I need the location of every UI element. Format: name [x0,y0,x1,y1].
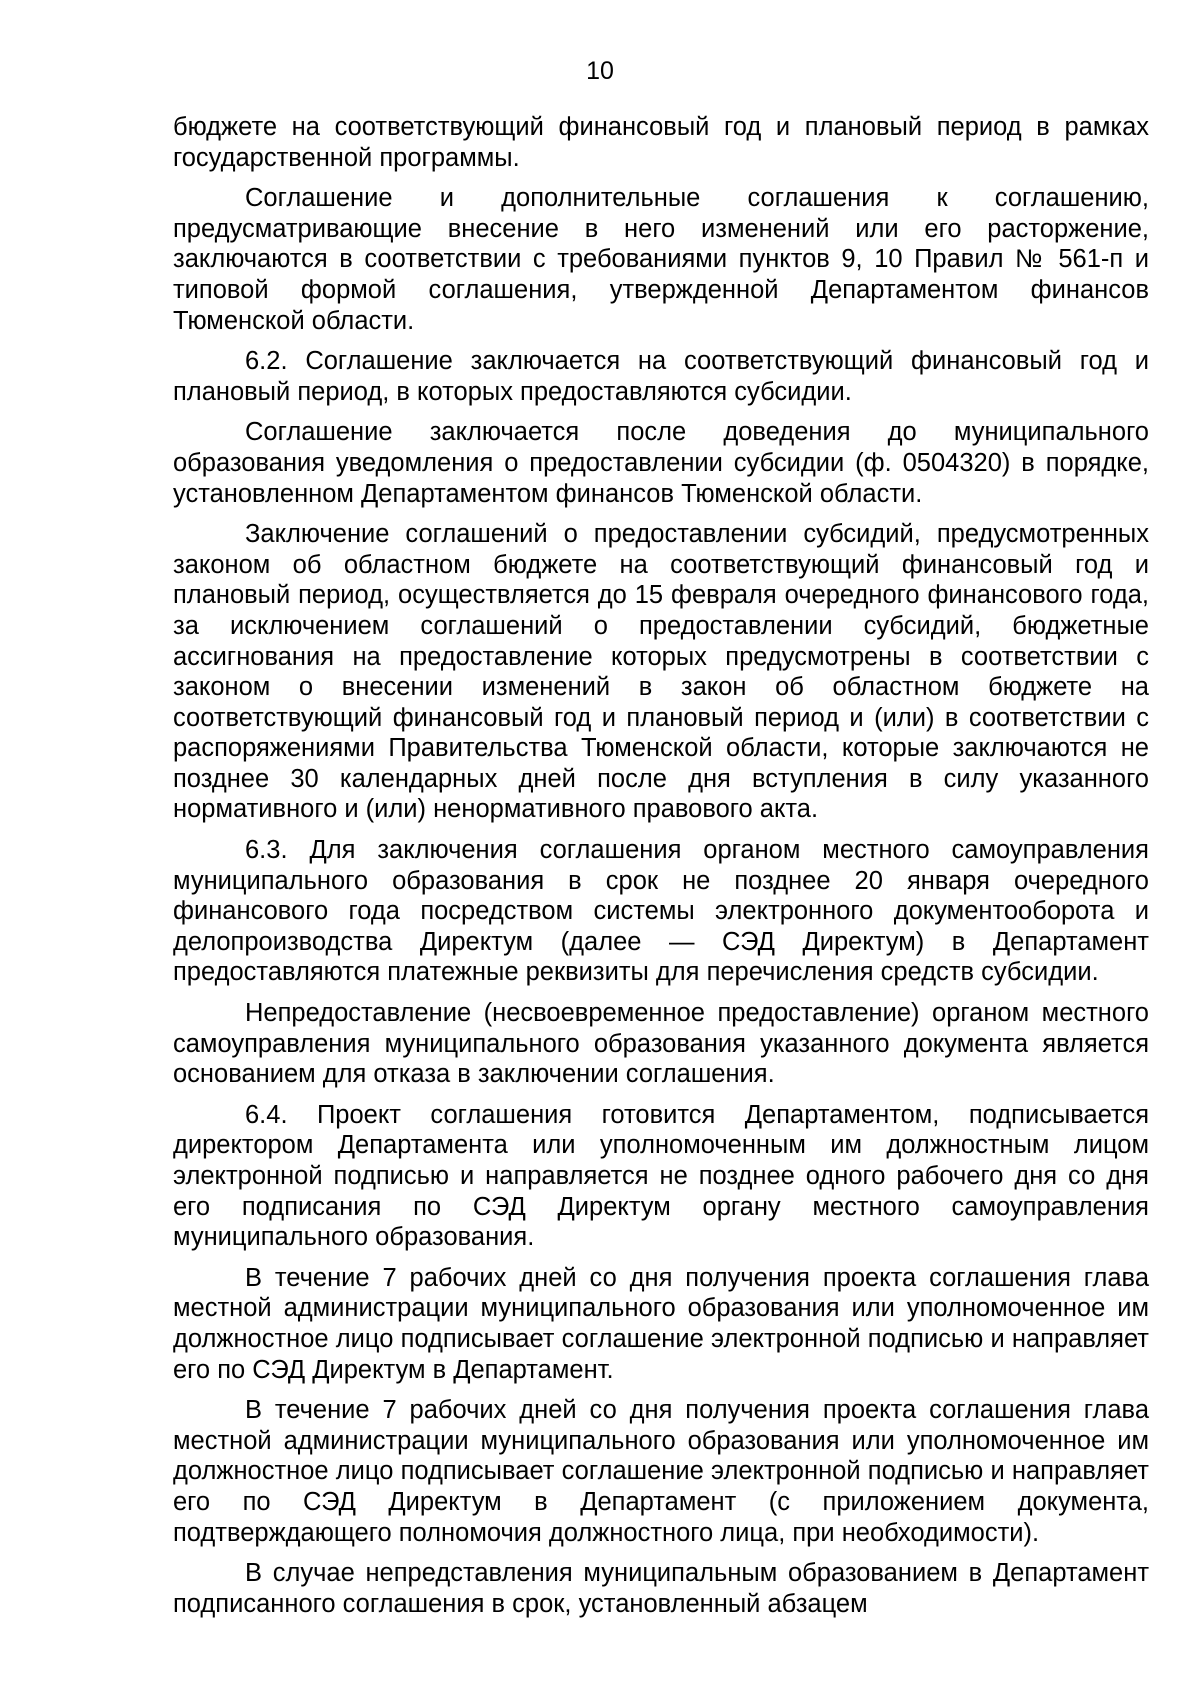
paragraph-non-submission: В случае непредставления муниципальным образованием в Департамент подписанного соглашения в срок, установленный абзацем [173,1559,1149,1618]
paragraph-continuation: бюджете на соответствующий финансовый год и плановый период в рамках государственной программы. [173,113,1149,172]
paragraph-non-provision: Непредоставление (несвоевременное предоставление) органом местного самоуправления муниципального образования указанного документа является основанием для отказа в заключении соглашения. [173,999,1149,1089]
paragraph-conclusion-deadline: Заключение соглашений о предоставлении субсидий, предусмотренных законом об областном бюджете на соответствующий финансовый год и плановый период, осуществляется до 15 февраля очередного финансового года, за исключением соглашений о предоставлении субсидий, бюджетные ассигнования на предоставление которых предусмотрены в соответствии с законом о внесении изменений в закон об областном бюджете на соответствующий финансовый год и плановый период и (или) в соответствии с распоряжениями Правительства Тюменской области, которые заключаются не позднее 30 календарных дней после дня вступления в силу указанного нормативного и (или) ненормативного правового акта. [173,520,1149,824]
paragraph-6-4: 6.4. Проект соглашения готовится Департаментом, подписывается директором Департамента или уполномоченным им должностным лицом электронной подписью и направляется не позднее одного рабочего дня со дня его подписания по СЭД Директум органу местного самоуправления муниципального образования. [173,1100,1149,1252]
paragraph-agreement-after-notice: Соглашение заключается после доведения до муниципального образования уведомления о предоставлении субсидии (ф. 0504320) в порядке, установленном Департаментом финансов Тюменской области. [173,418,1149,508]
paragraph-6-3: 6.3. Для заключения соглашения органом местного самоуправления муниципального образования в срок не позднее 20 января очередного финансового года посредством системы электронного документооборота и делопроизводства Директум (далее — СЭД Директум) в Департамент предоставляются платежные реквизиты для перечисления средств субсидии. [173,836,1149,987]
paragraph-6-2: 6.2. Соглашение заключается на соответствующий финансовый год и плановый период, в которых предоставляются субсидии. [173,347,1149,406]
paragraph-7-days-signing-with-attachment: В течение 7 рабочих дней со дня получения проекта соглашения глава местной администрации муниципального образования или уполномоченное им должностное лицо подписывает соглашение электронной подписью и направляет его по СЭД Директум в Департамент (с приложением документа, подтверждающего полномочия должностного лица, при необходимости). [173,1396,1149,1547]
paragraph-agreement-amendments: Соглашение и дополнительные соглашения к соглашению, предусматривающие внесение в него изменений или его расторжение, заключаются в соответствии с требованиями пунктов 9, 10 Правил № 561-п и типовой формой соглашения, утвержденной Департаментом финансов Тюменской области. [173,184,1149,335]
page-number: 10 [586,57,614,85]
document-body [173,112,1149,1629]
paragraph-7-days-signing: В течение 7 рабочих дней со дня получения проекта соглашения глава местной администрации муниципального образования или уполномоченное им должностное лицо подписывает соглашение электронной подписью и направляет его по СЭД Директум в Департамент. [173,1263,1149,1384]
